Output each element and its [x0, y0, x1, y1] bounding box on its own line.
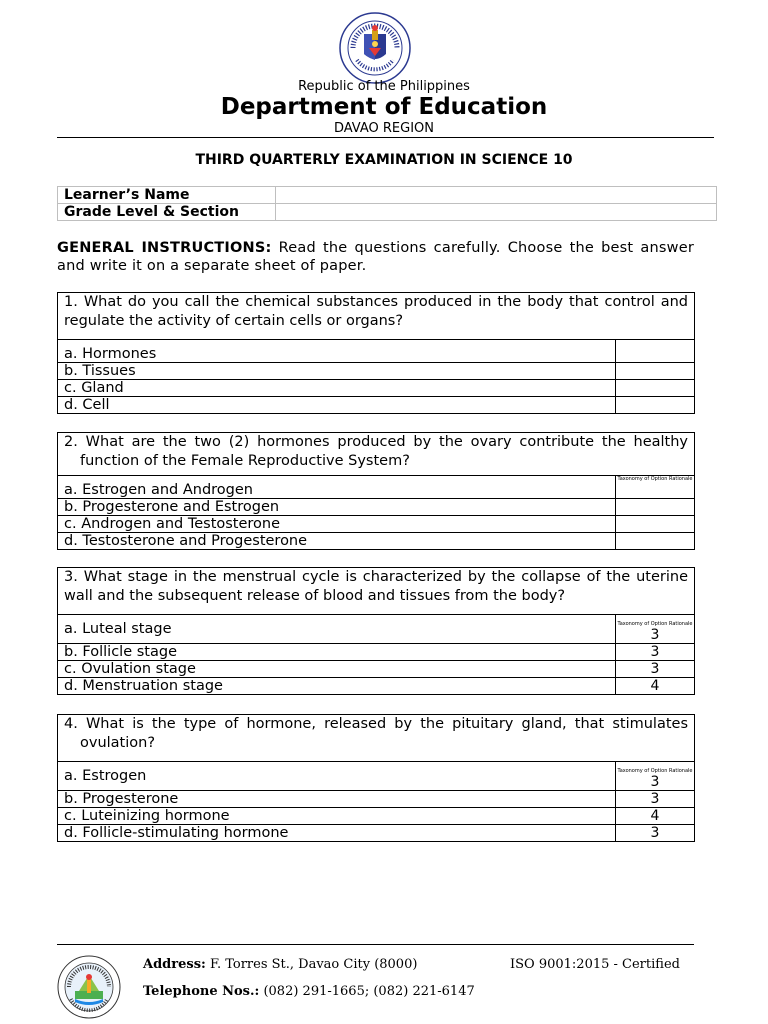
- question-3-table: [57, 567, 695, 695]
- question-3-option-b: b. Follicle stage: [58, 644, 616, 661]
- telephone-value: (082) 291-1665; (082) 221-6147: [259, 984, 475, 999]
- header-divider: [57, 137, 714, 138]
- question-4-option-a: a. Estrogen: [58, 762, 616, 791]
- question-3-option-a: a. Luteal stage: [58, 615, 616, 644]
- question-2-code-c: [616, 516, 695, 533]
- question-4-code-a: [616, 762, 695, 791]
- question-4-option-c: c. Luteinizing hormone: [58, 808, 616, 825]
- grade-section-label: Grade Level & Section: [58, 204, 276, 221]
- learner-name-field[interactable]: [276, 187, 717, 204]
- general-instructions: [57, 239, 694, 275]
- question-1-option-c: c. Gland: [58, 380, 616, 397]
- taxonomy-label: Taxonomy of Option Rationale: [617, 768, 693, 774]
- question-4-code-b: 3: [616, 791, 695, 808]
- question-1-option-b: b. Tissues: [58, 363, 616, 380]
- address-value: F. Torres St., Davao City (8000): [205, 957, 418, 972]
- question-4-code-a-value: 3: [650, 774, 660, 790]
- telephone-label: Telephone Nos.:: [143, 984, 260, 999]
- question-3-option-c: c. Ovulation stage: [58, 661, 616, 678]
- davao-region-seal-logo: [57, 955, 121, 1019]
- question-4-option-b: b. Progesterone: [58, 791, 616, 808]
- deped-seal-logo: [339, 12, 411, 84]
- question-3-code-d: 4: [616, 678, 695, 695]
- iso-certification: ISO 9001:2015 - Certified: [510, 957, 680, 972]
- question-3-code-c: 3: [616, 661, 695, 678]
- question-4-code-c: 4: [616, 808, 695, 825]
- question-2-code-b: [616, 499, 695, 516]
- footer-divider: [57, 944, 694, 945]
- question-4-code-d: 3: [616, 825, 695, 842]
- question-1-stem: 1. What do you call the chemical substances produced in the body that control and regulate the activity of certain cells or organs?: [58, 293, 695, 340]
- instructions-text: Read the questions carefully. Choose the best answer and write it on a separate sheet of paper.: [57, 240, 695, 274]
- question-1-code-d: [616, 397, 695, 414]
- republic-heading: Republic of the Philippines: [298, 79, 470, 94]
- question-1-option-d: d. Cell: [58, 397, 616, 414]
- question-2-option-b: b. Progesterone and Estrogen: [58, 499, 616, 516]
- question-1-code-c: [616, 380, 695, 397]
- taxonomy-label: Taxonomy of Option Rationale: [617, 476, 693, 482]
- question-3-code-b: 3: [616, 644, 695, 661]
- learner-info-table: [57, 186, 717, 221]
- question-2-code-d: [616, 533, 695, 550]
- exam-title: THIRD QUARTERLY EXAMINATION IN SCIENCE 10: [195, 152, 573, 168]
- question-2-stem: 2. What are the two (2) hormones produced by the ovary contribute the healthy function of the Female Reproductive System?: [58, 433, 695, 476]
- question-4-option-d: d. Follicle-stimulating hormone: [58, 825, 616, 842]
- question-1-code-b: [616, 363, 695, 380]
- instructions-label: GENERAL INSTRUCTIONS:: [57, 240, 272, 256]
- question-2-option-c: c. Androgen and Testosterone: [58, 516, 616, 533]
- question-1-table: [57, 292, 695, 414]
- learner-name-label: Learner’s Name: [58, 187, 276, 204]
- question-2-code-a: [616, 476, 695, 499]
- taxonomy-label: Taxonomy of Option Rationale: [617, 621, 693, 627]
- question-2-table: [57, 432, 695, 550]
- region-label: DAVAO REGION: [333, 121, 435, 136]
- address-label: Address:: [143, 957, 206, 972]
- question-4-table: [57, 714, 695, 842]
- footer-telephone: [143, 984, 475, 999]
- question-4-stem: 4. What is the type of hormone, released by the pituitary gland, that stimulates ovulation?: [58, 715, 695, 762]
- department-title: Department of Education: [220, 94, 548, 120]
- question-3-stem: 3. What stage in the menstrual cycle is characterized by the collapse of the uterine wall and the subsequent release of blood and tissues from the body?: [58, 568, 695, 615]
- grade-section-field[interactable]: [276, 204, 717, 221]
- question-3-code-a: [616, 615, 695, 644]
- question-3-option-d: d. Menstruation stage: [58, 678, 616, 695]
- question-3-code-a-value: 3: [650, 627, 660, 643]
- question-1-code-a: [616, 340, 695, 363]
- question-1-option-a: a. Hormones: [58, 340, 616, 363]
- footer-address: [143, 957, 417, 972]
- question-2-option-d: d. Testosterone and Progesterone: [58, 533, 616, 550]
- question-2-option-a: a. Estrogen and Androgen: [58, 476, 616, 499]
